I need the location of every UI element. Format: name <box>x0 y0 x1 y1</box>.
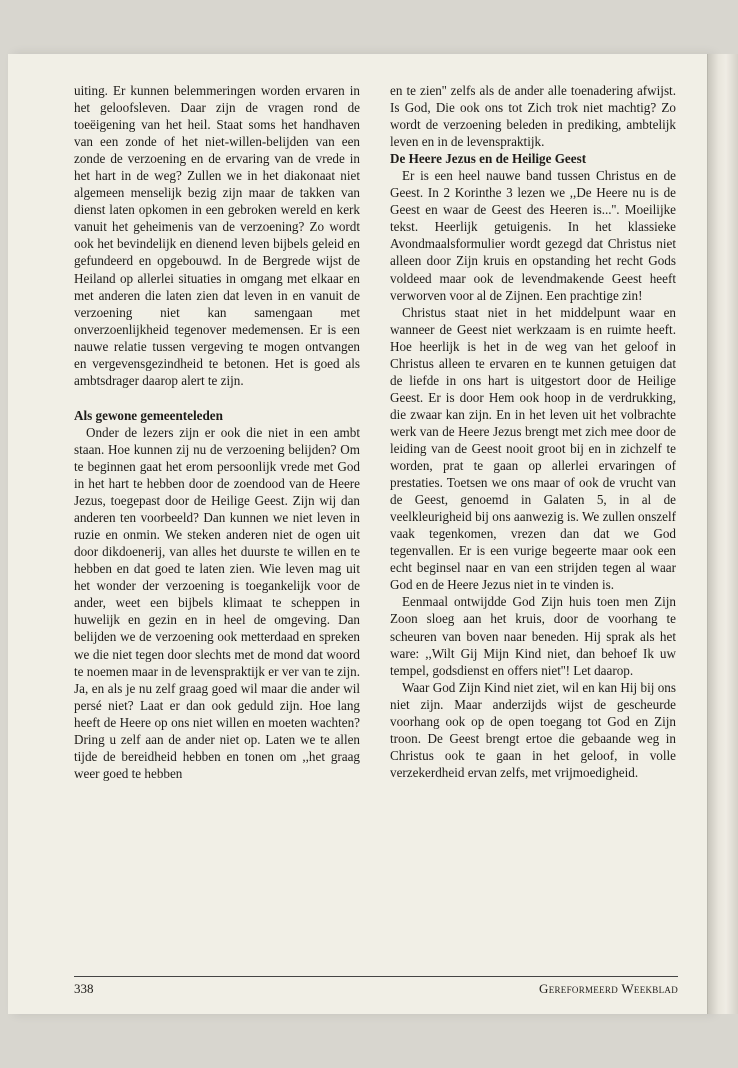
left-column <box>74 82 360 782</box>
section-heading-heilige-geest: De Heere Jezus en de Heilige Geest <box>390 151 587 167</box>
right-paragraph-3: Christus staat niet in het middelpunt waar en wanneer de Geest niet werkzaam is en ruimte heeft. Hoe heerlijk is het in de weg van het geloof in Christus alleen te ervaren en te kunnen getuigen dat de liefde in ons hart is uitgestort door de Heilige Geest. Er is door Hem ook hoop in de verdrukking, die zwaar kan zijn. En in het leven uit het volbrachte werk van de Heere Jezus brengt met zich mee door de leiding van de Geest nooit groot bij en in zichzelf te worden, prat te gaan op allerlei ervaringen of prestaties. Toetsen we ons maar of ook de vrucht van de Geest, genoemd in Galaten 5, in al de veelkleurigheid bij ons aanwezig is. We zullen onszelf vaak tegenkomen, vrezen dan dat we God tegenvallen. Er is een vurige begeerte maar ook een echt beginsel naar en van een strijden tegen al waar God en de Heere Jezus niet in te vinden is. <box>390 304 676 593</box>
section-heading-gemeenteleden: Als gewone gemeenteleden <box>74 407 223 423</box>
right-paragraph-2: Er is een heel nauwe band tussen Christus en de Geest. In 2 Korinthe 3 lezen we ,,De Heere nu is de Geest en waar de Geest des Heeren is...''. Moeilijke tekst. Heerlijk getuigenis. In het klassieke Avondmaalsformulier wordt gezegd dat Christus niet alleen door Zijn kruis en opstanding het recht Gods voldeed maar ook de levendmakende Geest heeft verworven voor al de Zijnen. Een prachtige zin! <box>390 168 676 303</box>
publication-title: Gereformeerd Weekblad <box>539 981 678 996</box>
page-number: 338 <box>74 981 94 996</box>
right-paragraph-1: en te zien'' zelfs als de ander alle toenadering afwijst. Is God, Die ook ons tot Zich trok niet machtig? Zo wordt de verzoening beleden in prediking, ambtelijk leven en in de levenspraktijk. <box>390 83 676 150</box>
left-paragraph-1: uiting. Er kunnen belemmeringen worden ervaren in het geloofsleven. Daar zijn de vragen rond de toeëigening van het heil. Staat soms het handhaven van een zonde of het niet-willen-belijden van een zonde de verzoening en de ervaring van de vrede in het hart in de weg? Zullen we in het diakonaat niet algemeen menselijk bezig zijn maar de takken van dienst laten opkomen in een gebroken wereld en kerk vanuit het geheimenis van de verzoening? Zo wordt ook het bevindelijk en dienend leven bijbels geleid en gefundeerd en opgebouwd. In de Bergrede wijst de Heiland op allerlei situaties in omgang met elkaar en met anderen die laten zien dat leven in en vanuit de verzoening niet kan samengaan met onverzoenlijkheid tegenover medemensen. Er is een nauwe relatie tussen vergeving te mogen ontvangen en vergevensgezindheid te betonen. Het is goed als ambtsdrager daarop alert te zijn. <box>74 83 360 388</box>
magazine-page <box>8 54 708 1014</box>
footer-divider <box>74 976 678 977</box>
left-paragraph-2: Onder de lezers zijn er ook die niet in een ambt staan. Hoe kunnen zij nu de verzoening belijden? Om te beginnen gaat het erom persoonlijk vrede met God in het hart te hebben door de zoendood van de Heere Jezus, toegepast door de Heilige Geest. Zijn wij dan anderen ten voorbeeld? Dan kunnen we niet leven in ruzie en onmin. We steken anderen niet de ogen uit door dikdoenerij, van alles het duurste te willen en te hebben en dat goed te laten zien. Wie leven mag uit het wonder der verzoening is toegankelijk voor de ander, weet een bijbels klimaat te scheppen in huwelijk en gezin en in heel de omgeving. Dan belijden we de verzoening ook metterdaad en spreken we die niet tegen door slechts met de mond dat woord te noemen maar in de levenspraktijk er ver van te zijn. Ja, en als je nu zelf graag goed wil maar die ander wil persé niet? Laat er dan ook geduld zijn. Hoe lang heeft de Heere op ons niet willen en moeten wachten? Dring u zelf aan de ander niet op. Laten we te allen tijde de bereidheid hebben en tonen om ,,het graag weer goed te hebben <box>74 424 360 781</box>
right-paragraph-5: Waar God Zijn Kind niet ziet, wil en kan Hij bij ons niet zijn. Maar anderzijds wijst de gescheurde voorhang ook op de open toegang tot God en Zijn troon. De Geest brengt ertoe die gebaande weg in Christus ook te gaan in het geloof, in volle verzekerdheid ervan zelfs, met vrijmoedigheid. <box>390 679 676 780</box>
book-spine-edge <box>707 54 738 1014</box>
right-column <box>390 82 676 781</box>
right-paragraph-4: Eenmaal ontwijdde God Zijn huis toen men Zijn Zoon sloeg aan het kruis, door de voorhang te scheuren van boven naar beneden. Hij sprak als het ware: ,,Wilt Gij Mijn Kind niet, dan behoef Ik uw tempel, godsdienst en offers niet''! Let daarop. <box>390 594 676 678</box>
